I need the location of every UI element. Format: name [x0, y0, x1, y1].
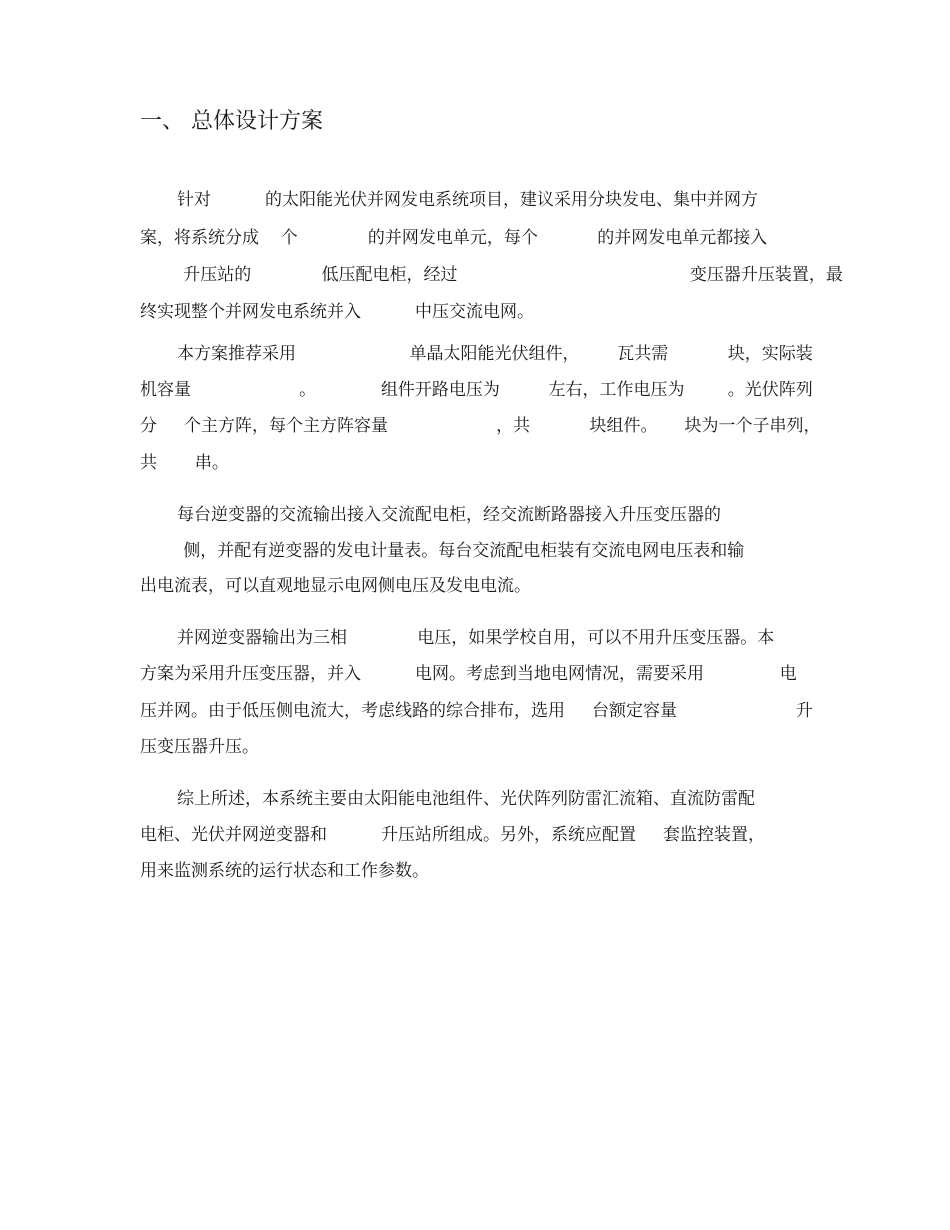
paragraph-line: 方案为采用升压变压器，并入 电网。考虑到当地电网情况，需要采用 电 — [140, 664, 797, 684]
paragraph-line: 综上所述，本系统主要由太阳能电池组件、光伏阵列防雷汇流箱、直流防雷配 — [177, 789, 755, 809]
paragraph-line: 侧，并配有逆变器的发电计量表。每台交流配电柜装有交流电网电压表和输 — [140, 541, 745, 561]
paragraph-line: 终实现整个并网发电系统并入 中压交流电网。 — [140, 302, 535, 322]
paragraph-line: 电柜、光伏并网逆变器和 升压站所组成。另外，系统应配置 套监控装置， — [140, 825, 766, 845]
paragraph-line: 分 个主方阵，每个主方阵容量 ，共 块组件。 块为一个子串列， — [140, 416, 821, 436]
paragraph-line: 压并网。由于低压侧电流大，考虑线路的综合排布，选用 台额定容量 升 — [140, 701, 813, 721]
paragraph-line: 压变压器升压。 — [140, 737, 259, 757]
paragraph-line: 针对 的太阳能光伏并网发电系统项目，建议采用分块发电、集中并网方 — [177, 190, 759, 210]
paragraph-line: 并网逆变器输出为三相 电压，如果学校自用，可以不用升压变压器。本 — [177, 628, 775, 648]
paragraph-line: 出电流表，可以直观地显示电网侧电压及发电电流。 — [140, 576, 531, 596]
paragraph-line: 每台逆变器的交流输出接入交流配电柜，经交流断路器接入升压变压器的 — [177, 505, 721, 525]
paragraph-line: 升压站的 低压配电柜，经过 变压器升压装置，最 — [140, 265, 843, 285]
paragraph-line: 共 串。 — [140, 453, 229, 473]
paragraph-line: 本方案推荐采用 单晶太阳能光伏组件， 瓦共需 块，实际装 — [177, 344, 813, 364]
paragraph-line: 案，将系统分成 个 的并网发电单元，每个 的并网发电单元都接入 — [140, 228, 768, 248]
section-heading: 一、 总体设计方案 — [140, 109, 323, 134]
paragraph-line: 用来监测系统的运行状态和工作参数。 — [140, 861, 429, 881]
paragraph-line: 机容量 。 组件开路电压为 左右，工作电压为 。光伏阵列 — [140, 380, 813, 400]
